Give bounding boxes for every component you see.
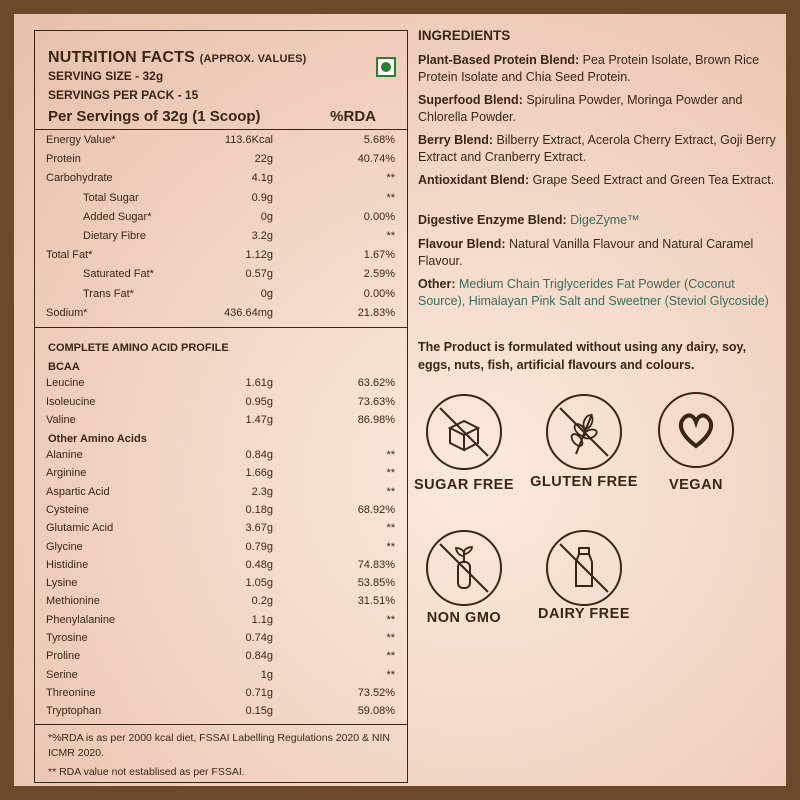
sugar-cube-icon <box>426 394 502 470</box>
nutrient-amount: 0.84g <box>245 650 273 663</box>
table-row <box>35 486 407 504</box>
nutrient-amount: 0.79g <box>245 540 273 553</box>
per-serving-header <box>48 108 398 125</box>
table-row <box>35 153 407 171</box>
divider <box>35 129 407 130</box>
table-row <box>35 230 407 248</box>
nutrient-rda: ** <box>386 449 395 461</box>
nutrient-name: Tyrosine <box>46 632 88 644</box>
non-gmo-label: NON GMO <box>426 610 502 626</box>
milk-bottle-icon <box>546 530 622 606</box>
nutrient-amount: 0.71g <box>245 686 273 699</box>
nutrient-amount: 2.3g <box>251 485 273 498</box>
nutrient-name: Phenylalanine <box>46 613 116 626</box>
nutrient-rda: 68.92% <box>357 503 395 516</box>
nutrient-rda: ** <box>386 191 395 204</box>
nutrient-name: Total Fat* <box>46 249 93 262</box>
nutrient-rda: ** <box>386 540 395 553</box>
nutrient-name: Glutamic Acid <box>46 522 114 535</box>
divider <box>35 327 407 328</box>
nutrient-rda: 5.68% <box>363 134 395 146</box>
table-row <box>35 504 407 522</box>
blend-label: Berry Blend: <box>418 133 494 147</box>
nutrient-amount: 4.1g <box>251 172 273 185</box>
blend-text: Bilberry Extract, Acerola Cherry Extract, Goji Berry Extract and Cranberry Extract. <box>418 133 776 164</box>
nutrient-rda: 74.83% <box>357 558 395 571</box>
blend-label: Other: <box>418 277 456 291</box>
table-row <box>35 449 407 467</box>
table-row <box>35 249 407 267</box>
nutrient-rda: ** <box>386 467 395 480</box>
nutrient-name: Threonine <box>46 686 96 699</box>
nutrition-facts-heading: NUTRITION FACTS <box>48 49 195 66</box>
table-row <box>35 522 407 540</box>
nutrient-rda: ** <box>386 230 395 242</box>
nutrient-amount: 1g <box>260 668 273 681</box>
nutrient-name: Sodium* <box>46 306 88 319</box>
nutrient-name: Dietary Fibre <box>83 230 146 242</box>
ingredient-protein-blend <box>418 52 784 85</box>
blend-label: Superfood Blend: <box>418 93 523 107</box>
nutrient-name: Energy Value* <box>46 134 116 146</box>
nutrient-amount: 1.66g <box>245 467 273 480</box>
blend-text: Natural Vanilla Flavour and Natural Caramel Flavour. <box>418 237 754 268</box>
gluten-free-label: GLUTEN FREE <box>530 474 638 490</box>
nutrient-rda: 86.98% <box>357 414 395 426</box>
table-row <box>35 632 407 650</box>
ingredient-flavour-blend <box>418 236 784 269</box>
footnote-rda: *%RDA is as per 2000 kcal diet, FSSAI Labelling Regulations 2020 & NIN ICMR 2020. <box>48 732 391 759</box>
table-row <box>35 307 407 325</box>
sugar-free-label: SUGAR FREE <box>413 477 515 493</box>
nutrient-name: Arginine <box>46 467 87 480</box>
nutrient-amount: 3.2g <box>251 230 273 242</box>
table-row <box>35 669 407 687</box>
nutrient-name: Serine <box>46 668 78 681</box>
nutrient-rda: 73.52% <box>357 686 395 699</box>
nutrient-rda: ** <box>386 632 395 644</box>
nutrient-amount: 0.74g <box>245 632 273 644</box>
nutrient-name: Protein <box>46 153 81 166</box>
table-row <box>35 414 407 432</box>
nutrient-amount: 1.12g <box>245 249 273 262</box>
table-row <box>35 577 407 595</box>
nutrient-rda: 53.85% <box>357 577 395 590</box>
nutrient-rda: 21.83% <box>357 306 395 319</box>
ingredient-berry-blend <box>418 132 784 165</box>
per-serving-label: Per Servings of 32g (1 Scoop) <box>48 108 261 125</box>
nutrient-amount: 3.67g <box>245 522 273 535</box>
table-row <box>35 192 407 210</box>
nutrient-name: Cysteine <box>46 503 89 516</box>
nutrition-panel <box>34 30 408 783</box>
blend-label: Digestive Enzyme Blend: <box>418 213 567 227</box>
table-row <box>35 559 407 577</box>
servings-per-pack: SERVINGS PER PACK - 15 <box>48 88 199 102</box>
nutrient-amount: 0.84g <box>245 449 273 461</box>
blend-label: Plant-Based Protein Blend: <box>418 53 580 67</box>
approx-values-note: (APPROX. VALUES) <box>199 53 307 65</box>
divider <box>35 724 407 725</box>
nutrient-rda: ** <box>386 613 395 626</box>
serving-size: SERVING SIZE - 32g <box>48 69 164 83</box>
nutrient-amount: 1.61g <box>245 377 273 389</box>
nutrient-name: Trans Fat* <box>83 287 134 300</box>
nutrient-rda: 1.67% <box>363 249 395 262</box>
nutrient-rda: 63.62% <box>357 377 395 389</box>
blend-text: DigeZyme™ <box>566 213 640 227</box>
nutrient-name: Tryptophan <box>46 705 102 718</box>
nutrient-name: Carbohydrate <box>46 172 113 185</box>
nutrient-amount: 0.18g <box>245 503 273 516</box>
nutrient-rda: 31.51% <box>357 595 395 608</box>
label-frame <box>14 14 786 786</box>
amino-title: COMPLETE AMINO ACID PROFILE <box>48 342 229 354</box>
nutrient-amount: 0.57g <box>245 268 273 281</box>
nutrient-name: Isoleucine <box>46 395 96 408</box>
bcaa-label: BCAA <box>48 361 80 373</box>
other-amino-label: Other Amino Acids <box>48 433 147 445</box>
nutrient-name: Proline <box>46 650 81 663</box>
blend-text: Grape Seed Extract and Green Tea Extract. <box>529 173 775 187</box>
table-row <box>35 268 407 286</box>
nutrient-rda: ** <box>386 650 395 663</box>
table-row <box>35 134 407 152</box>
ingredient-other <box>418 276 784 309</box>
wheat-icon <box>546 394 622 470</box>
nutrient-name: Aspartic Acid <box>46 485 110 498</box>
nutrient-rda: 2.59% <box>363 268 395 281</box>
blend-text: Medium Chain Triglycerides Fat Powder (Coconut Source), Himalayan Pink Salt and Sweetner (Steviol Glycoside) <box>418 277 769 308</box>
blend-label: Antioxidant Blend: <box>418 173 530 187</box>
nutrient-name: Alanine <box>46 449 83 461</box>
nutrient-name: Valine <box>46 414 76 426</box>
formulation-statement: The Product is formulated without using any dairy, soy, eggs, nuts, fish, artificial flavours and colours. <box>418 340 747 372</box>
nutrient-rda: ** <box>386 668 395 681</box>
table-row <box>35 541 407 559</box>
table-row <box>35 705 407 723</box>
blend-label: Flavour Blend: <box>418 237 506 251</box>
nutrient-amount: 22g <box>254 153 273 166</box>
nutrient-rda: 40.74% <box>357 153 395 166</box>
nutrient-rda: ** <box>386 522 395 535</box>
nutrition-title <box>48 49 307 67</box>
table-row <box>35 377 407 395</box>
table-row <box>35 288 407 306</box>
nutrient-rda: 0.00% <box>363 287 395 300</box>
nutrient-amount: 1.1g <box>251 613 273 626</box>
nutrient-rda: ** <box>386 172 395 185</box>
nutrient-name: Methionine <box>46 595 100 608</box>
nutrient-rda: 73.63% <box>357 395 395 408</box>
table-row <box>35 595 407 613</box>
ingredient-superfood-blend <box>418 92 784 125</box>
rda-header: %RDA <box>330 108 376 125</box>
nutrient-amount: 1.47g <box>245 414 273 426</box>
nutrient-amount: 0g <box>260 210 273 223</box>
table-row <box>35 211 407 229</box>
table-row <box>35 172 407 190</box>
veg-mark-icon <box>376 57 396 77</box>
nutrient-name: Total Sugar <box>83 191 139 204</box>
nutrient-name: Histidine <box>46 558 89 571</box>
table-row <box>35 614 407 632</box>
nutrient-rda: 0.00% <box>363 210 395 223</box>
nutrient-name: Saturated Fat* <box>83 268 154 281</box>
nutrient-amount: 113.6Kcal <box>224 134 273 146</box>
nutrient-amount: 0.95g <box>245 395 273 408</box>
nutrient-name: Lysine <box>46 577 78 590</box>
vegan-label: VEGAN <box>668 477 724 493</box>
nutrient-amount: 0g <box>260 287 273 300</box>
nutrient-amount: 1.05g <box>245 577 273 590</box>
blend-text: Spirulina Powder, Moringa Powder and Chlorella Powder. <box>418 93 743 124</box>
nutrient-amount: 0.15g <box>245 705 273 718</box>
ingredient-enzyme-blend <box>418 212 784 229</box>
ingredients-title: INGREDIENTS <box>418 28 511 43</box>
table-row <box>35 396 407 414</box>
nutrient-name: Leucine <box>46 377 85 389</box>
nutrient-rda: ** <box>386 485 395 498</box>
table-row <box>35 687 407 705</box>
nutrient-name: Added Sugar* <box>83 210 152 223</box>
nutrient-amount: 436.64mg <box>224 306 273 319</box>
dairy-free-label: DAIRY FREE <box>537 606 630 622</box>
plant-test-tube-icon <box>426 530 502 606</box>
table-row <box>35 650 407 668</box>
nutrient-rda: 59.08% <box>357 705 395 718</box>
vegan-heart-icon <box>658 392 734 468</box>
table-row <box>35 467 407 485</box>
blend-text: Pea Protein Isolate, Brown Rice Protein Isolate and Chia Seed Protein. <box>418 53 760 84</box>
nutrient-amount: 0.48g <box>245 558 273 571</box>
nutrient-amount: 0.2g <box>251 595 273 608</box>
nutrient-name: Glycine <box>46 540 83 553</box>
ingredient-antioxidant-blend <box>418 172 784 189</box>
footnote-not-established: ** RDA value not establised as per FSSAI. <box>48 766 245 778</box>
nutrient-amount: 0.9g <box>251 191 273 204</box>
